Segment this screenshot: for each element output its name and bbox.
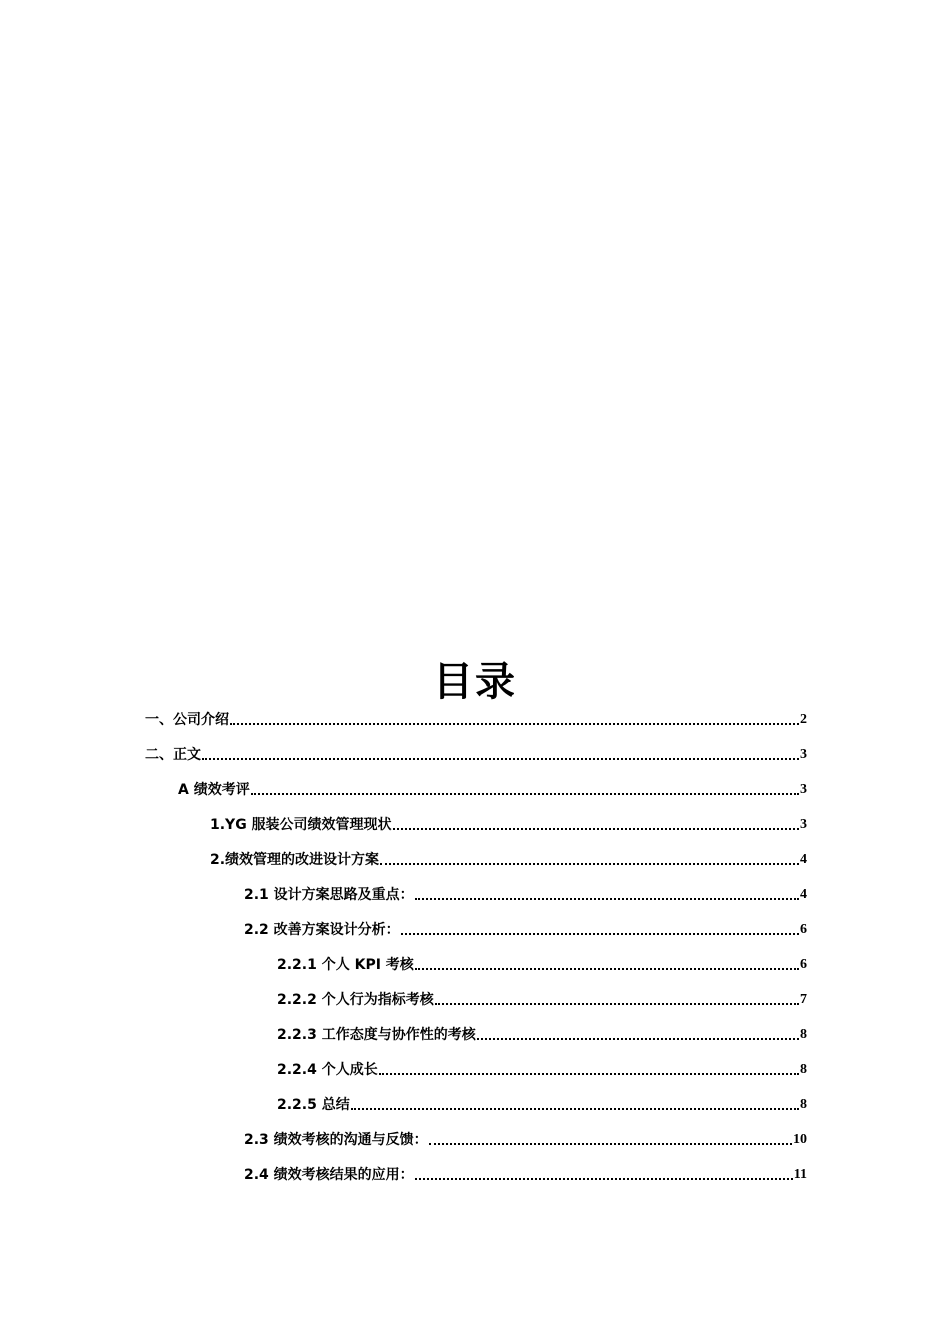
toc-entry-section-2-1[interactable] xyxy=(244,880,807,904)
toc-entry-section-2-2-3[interactable] xyxy=(277,1020,807,1044)
toc-entry-text: 一、公司介绍 xyxy=(145,712,229,728)
toc-page-number: 2 xyxy=(800,712,807,727)
toc-entry-text: 2.2.1 个人 KPI 考核 xyxy=(277,957,414,973)
toc-entry-text: 2.2 改善方案设计分析： xyxy=(244,922,400,938)
toc-dot-leader xyxy=(202,740,799,760)
toc-page-number: 11 xyxy=(793,1167,807,1182)
toc-entry-section-2[interactable] xyxy=(210,845,807,869)
toc-entry-text: 2.2.2 个人行为指标考核 xyxy=(277,992,434,1008)
toc-page-number: 8 xyxy=(800,1097,807,1112)
toc-entry-performance-appraisal[interactable] xyxy=(178,775,807,799)
toc-page-number: 7 xyxy=(800,992,807,1007)
toc-page-number: 3 xyxy=(800,747,807,762)
toc-entry-section-2-4[interactable] xyxy=(244,1160,807,1184)
toc-page-number: 8 xyxy=(800,1062,807,1077)
toc-entry-section-2-2-2[interactable] xyxy=(277,985,807,1009)
toc-dot-leader xyxy=(415,1160,793,1180)
toc-dot-leader xyxy=(379,1055,799,1075)
toc-entry-section-2-3[interactable] xyxy=(244,1125,807,1149)
toc-entry-text: 2.绩效管理的改进设计方案 xyxy=(210,852,380,868)
toc-dot-leader xyxy=(380,845,799,865)
toc-dot-leader xyxy=(415,950,799,970)
toc-page-number: 3 xyxy=(800,817,807,832)
toc-page-number: 4 xyxy=(800,887,807,902)
toc-entry-section-2-2-5[interactable] xyxy=(277,1090,807,1114)
toc-page-number: 6 xyxy=(800,957,807,972)
toc-dot-leader xyxy=(435,985,799,1005)
toc-page-number: 3 xyxy=(800,782,807,797)
toc-entry-text: 2.2.4 个人成长 xyxy=(277,1062,378,1078)
toc-page-number: 6 xyxy=(800,922,807,937)
toc-dot-leader xyxy=(230,705,799,725)
toc-page-number: 8 xyxy=(800,1027,807,1042)
toc-entry-text: A 绩效考评 xyxy=(178,782,250,798)
toc-entry-section-2-2[interactable] xyxy=(244,915,807,939)
toc-entry-text: 2.2.5 总结 xyxy=(277,1097,350,1113)
toc-entry-text: 2.3 绩效考核的沟通与反馈： xyxy=(244,1132,428,1148)
toc-entry-section-1[interactable] xyxy=(210,810,807,834)
toc-entry-text: 2.4 绩效考核结果的应用： xyxy=(244,1167,414,1183)
toc-entry-text: 1.YG 服装公司绩效管理现状 xyxy=(210,817,392,833)
toc-entry-text: 2.1 设计方案思路及重点： xyxy=(244,887,414,903)
toc-entry-main-text[interactable] xyxy=(145,740,807,764)
toc-page-number: 4 xyxy=(800,852,807,867)
toc-dot-leader xyxy=(415,880,799,900)
toc-entry-text: 二、正文 xyxy=(145,747,201,763)
toc-dot-leader xyxy=(477,1020,799,1040)
toc-dot-leader xyxy=(429,1125,792,1145)
toc-title: 目录 xyxy=(433,659,517,705)
toc-dot-leader xyxy=(351,1090,799,1110)
toc-page-number: 10 xyxy=(793,1132,807,1147)
toc-dot-leader xyxy=(251,775,799,795)
toc-entry-section-2-2-1[interactable] xyxy=(277,950,807,974)
toc-entry-section-2-2-4[interactable] xyxy=(277,1055,807,1079)
toc-entry-text: 2.2.3 工作态度与协作性的考核 xyxy=(277,1027,476,1043)
toc-dot-leader xyxy=(401,915,799,935)
toc-dot-leader xyxy=(393,810,799,830)
toc-entry-company-intro[interactable] xyxy=(145,705,807,729)
